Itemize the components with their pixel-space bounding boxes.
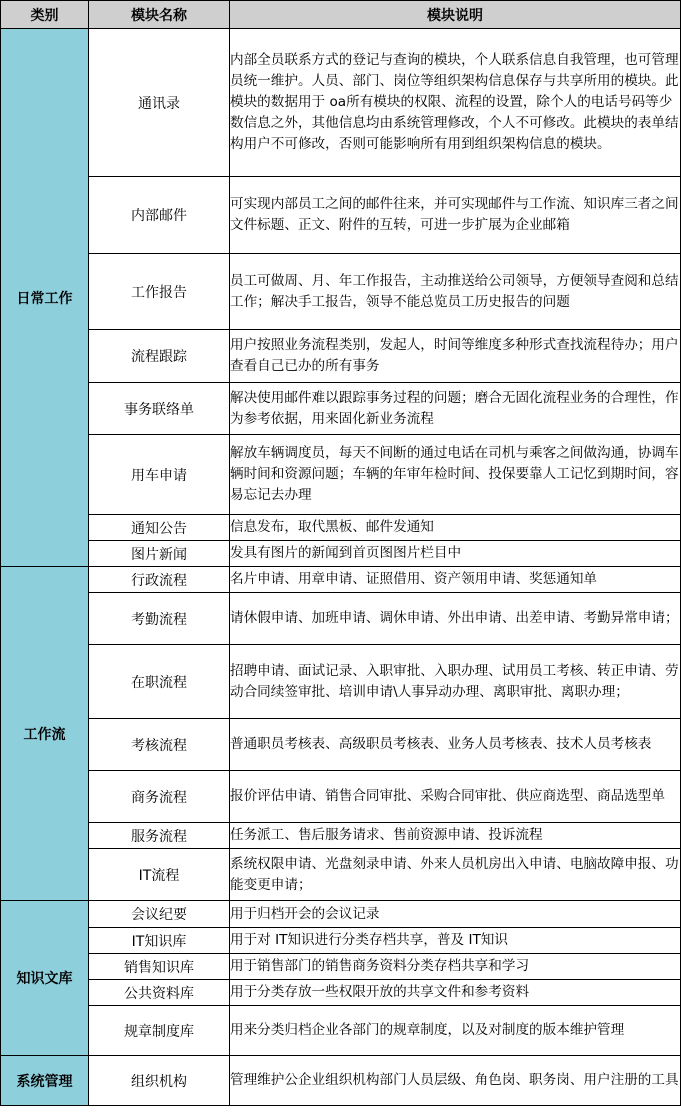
table-row [1,771,681,823]
category-cell: 工作流 [1,567,89,901]
module-desc: 报价评估申请、销售合同审批、采购合同审批、供应商选型、商品选型单 [230,771,681,823]
table-row [1,823,681,849]
module-name: 销售知识库 [89,954,230,980]
module-name: 行政流程 [89,567,230,593]
table-row [1,330,681,383]
module-desc: 请休假申请、加班申请、调休申请、外出申请、出差申请、考勤异常申请； [230,593,681,645]
module-name: 组织机构 [89,1056,230,1106]
module-desc: 用于对 IT知识进行分类存档共享，普及 IT知识 [230,928,681,954]
table-header [1,1,681,29]
header-category: 类别 [1,1,89,29]
module-name: 会议纪要 [89,901,230,928]
module-name: 在职流程 [89,645,230,719]
module-desc: 员工可做周、月、年工作报告，主动推送给公司领导，方便领导查阅和总结工作；解决手工报告，领导不能总览员工历史报告的问题 [230,254,681,330]
module-name: IT知识库 [89,928,230,954]
table-row [1,928,681,954]
table-row [1,435,681,515]
table-row [1,1006,681,1056]
module-desc: 用于归档开会的会议记录 [230,901,681,928]
module-desc: 管理维护公企业组织机构部门人员层级、角色岗、职务岗、用户注册的工具 [230,1056,681,1106]
module-name: 用车申请 [89,435,230,515]
table-row [1,980,681,1006]
module-name: 图片新闻 [89,541,230,567]
module-name: 公共资料库 [89,980,230,1006]
module-desc: 用来分类归档企业各部门的规章制度，以及对制度的版本维护管理 [230,1006,681,1056]
module-desc: 内部全员联系方式的登记与查询的模块，个人联系信息自我管理，也可管理员统一维护。人员、部门、岗位等组织架构信息保存与共享所用的模块。此模块的数据用于 oa所有模块的权限、流程的设置，除个人的电话号码等少数信息之外，其他信息均由系统管理修改，个人不可修改。此模块的表单结构用户不可修改，否则可能影响所有用到组织架构信息的模块。 [230,29,681,177]
module-desc: 用于分类存放一些权限开放的共享文件和参考资料 [230,980,681,1006]
table-row [1,567,681,593]
table-row [1,515,681,541]
category-cell: 日常工作 [1,29,89,567]
module-desc: 招聘申请、面试记录、入职审批、入职办理、试用员工考核、转正申请、劳动合同续签审批、培训申请\人事异动办理、离职审批、离职办理； [230,645,681,719]
module-desc: 任务派工、售后服务请求、售前资源申请、投诉流程 [230,823,681,849]
module-desc: 普通职员考核表、高级职员考核表、业务人员考核表、技术人员考核表 [230,719,681,771]
module-name: 工作报告 [89,254,230,330]
module-desc: 发具有图片的新闻到首页图图片栏目中 [230,541,681,567]
module-desc: 信息发布，取代黑板、邮件发通知 [230,515,681,541]
header-module-desc: 模块说明 [230,1,681,29]
table-row [1,954,681,980]
header-module-name: 模块名称 [89,1,230,29]
table-row [1,177,681,254]
table-row [1,593,681,645]
category-cell: 知识文库 [1,901,89,1056]
category-cell: 系统管理 [1,1056,89,1106]
module-desc: 用户按照业务流程类别，发起人，时间等维度多种形式查找流程待办；用户查看自己已办的所有事务 [230,330,681,383]
module-name: 通讯录 [89,29,230,177]
table-row [1,901,681,928]
header-row [1,1,681,29]
module-desc: 解决使用邮件难以跟踪事务过程的问题；磨合无固化流程业务的合理性，作为参考依据，用来固化新业务流程 [230,383,681,435]
module-desc: 系统权限申请、光盘刻录申请、外来人员机房出入申请、电脑故障申报、功能变更申请； [230,849,681,901]
module-desc: 名片申请、用章申请、证照借用、资产领用申请、奖惩通知单 [230,567,681,593]
table-row [1,254,681,330]
module-name: 流程跟踪 [89,330,230,383]
module-name: 规章制度库 [89,1006,230,1056]
module-desc: 解放车辆调度员，每天不间断的通过电话在司机与乘客之间做沟通，协调车辆时间和资源问题；车辆的年审年检时间、投保要靠人工记忆到期时间，容易忘记去办理 [230,435,681,515]
module-name: 通知公告 [89,515,230,541]
module-desc: 用于销售部门的销售商务资料分类存档共享和学习 [230,954,681,980]
module-name: 内部邮件 [89,177,230,254]
table-row [1,541,681,567]
table-row [1,1056,681,1106]
table-row [1,719,681,771]
table-row [1,849,681,901]
module-name: 考核流程 [89,719,230,771]
module-name: IT流程 [89,849,230,901]
module-name: 商务流程 [89,771,230,823]
table-row [1,645,681,719]
table-row [1,383,681,435]
module-name: 服务流程 [89,823,230,849]
module-desc: 可实现内部员工之间的邮件往来，并可实现邮件与工作流、知识库三者之间文件标题、正文、附件的互转，可进一步扩展为企业邮箱 [230,177,681,254]
module-name: 事务联络单 [89,383,230,435]
module-name: 考勤流程 [89,593,230,645]
table-row [1,29,681,177]
